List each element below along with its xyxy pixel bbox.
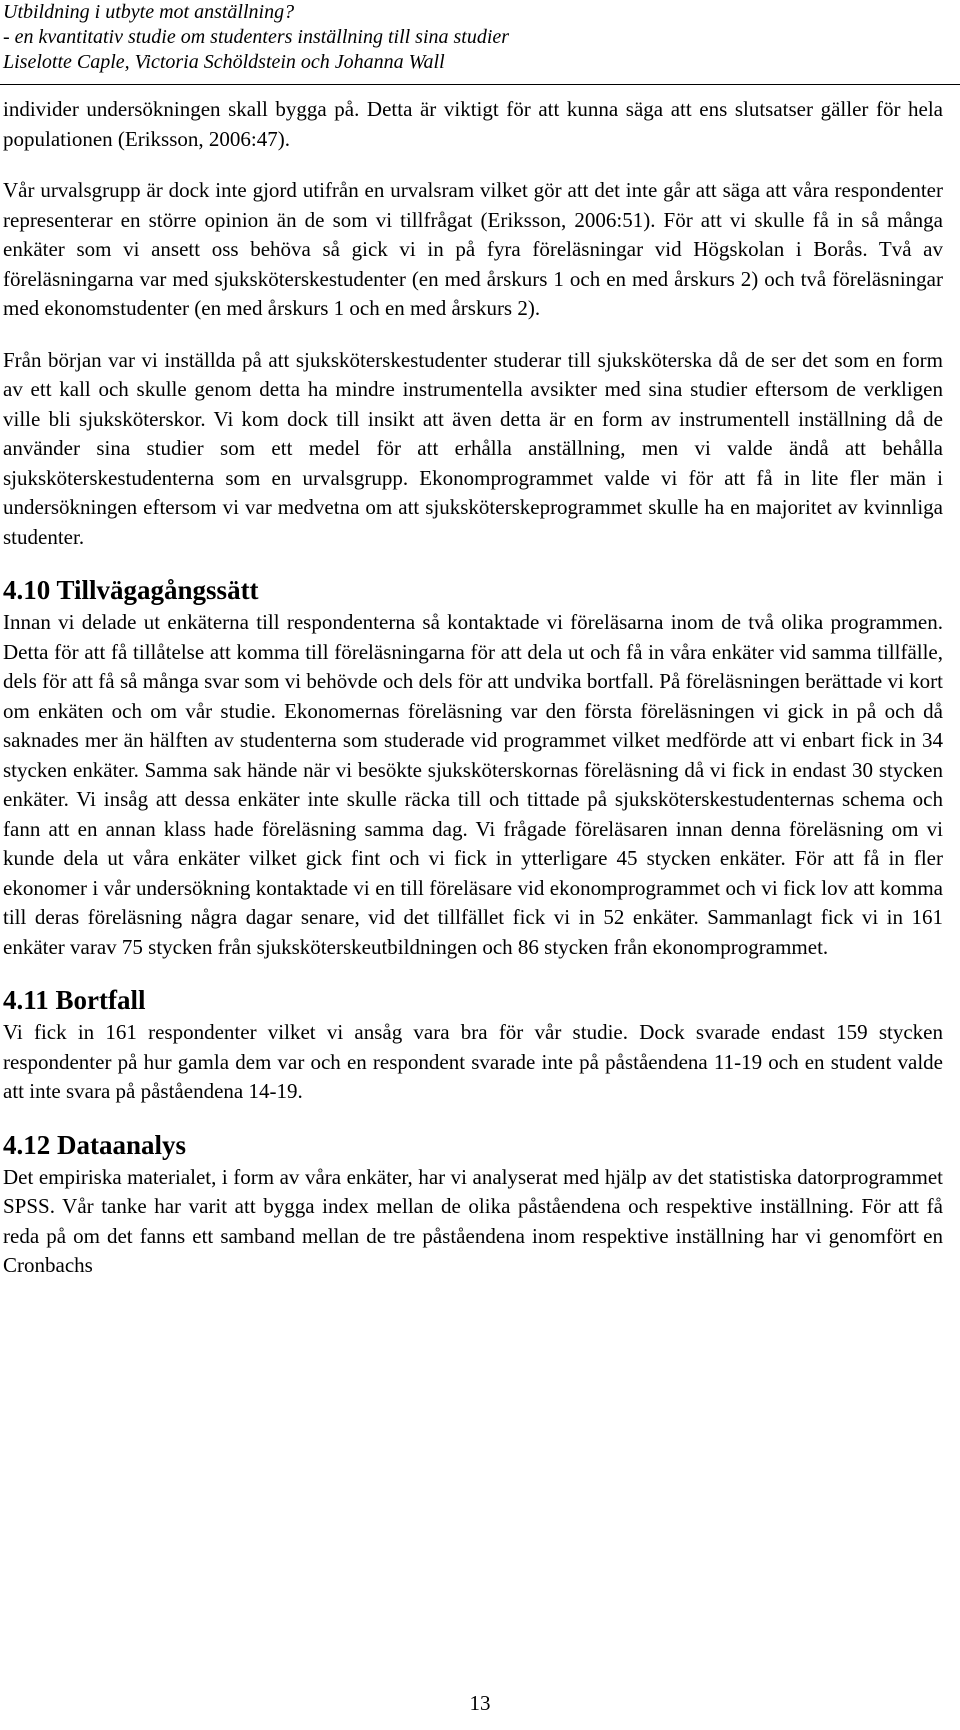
- section-heading-4-12: 4.12 Dataanalys: [3, 1129, 187, 1160]
- section-text-4-11: Vi fick in 161 respondenter vilket vi ansåg vara bra för vår studie. Dock svarade endast 159 stycken respondenter på hur gamla dem var och en respondent svarade inte på påståendena 11-19 och en student valde att inte svara på påståendena 14-19.: [3, 1020, 943, 1103]
- section-text-4-10: Innan vi delade ut enkäterna till respondenterna så kontaktade vi föreläsarna inom de två olika programmen. Detta för att få tillåtelse att komma till föreläsningarna för att dela ut och få in våra enkäter vid samma tillfälle, dels för att få så många svar som vi behövde och dels för att undvika bortfall. På föreläsningen berättade vi kort om enkäten och om vår studie. Ekonomernas föreläsning var den första föreläsningen vi gick in på och då saknades mer än hälften av studenterna som studerade vid programmet vilket medförde att vi enbart fick in 34 stycken enkäter. Samma sak hände när vi besökte sjuksköterskornas föreläsning då vi fick in endast 30 stycken enkäter. Vi insåg att dessa enkäter inte skulle räcka till och tittade på sjuksköterskestudenternas schema och fann att en annan klass hade föreläsning samma dag. Vi frågade föreläsaren innan denna föreläsning om vi kunde dela ut våra enkäter vilket gick fint och vi fick in ytterligare 45 stycken enkäter. För att få in fler ekonomer i vår undersökning kontaktade vi en till föreläsare vid ekonomprogrammet och vi fick lov att komma till deras föreläsning några dagar senare, vid det tillfället fick vi in 52 enkäter. Sammanlagt fick vi in 161 enkäter varav 75 stycken från sjuksköterskeutbildningen och 86 stycken från ekonomprogrammet.: [3, 610, 943, 959]
- paragraph-1: individer undersökningen skall bygga på. Detta är viktigt för att kunna säga att ens slutsatser gäller för hela populationen (Eriksson, 2006:47).: [3, 97, 943, 151]
- running-header: [3, 0, 943, 75]
- header-title: Utbildning i utbyte mot anställning?: [3, 1, 295, 23]
- page-number: 13: [469, 1691, 491, 1715]
- header-subtitle: - en kvantitativ studie om studenters inställning till sina studier: [3, 26, 510, 48]
- paragraph-3: Från början var vi inställda på att sjuksköterskestudenter studerar till sjuksköterska då de ser det som en form av ett kall och skulle genom detta ha mindre instrumentella avsikter med sina studier eftersom de verkligen ville bli sjuksköterskor. Vi kom dock till insikt att även detta är en form av instrumentell inställning då de använder sina studier som ett medel för att erhålla anställning, men vi valde ändå att behålla sjuksköterskestudenterna som en urvalsgrupp. Ekonomprogrammet valde vi för att få in lite fler män i undersökningen eftersom vi var medvetna om att sjuksköterskeprogrammet skulle ha en majoritet av kvinnliga studenter.: [3, 347, 943, 549]
- section-heading-4-10: 4.10 Tillvägagångssätt: [3, 575, 259, 605]
- paragraph-2: Vår urvalsgrupp är dock inte gjord utifrån en urvalsram vilket gör att det inte går att säga att våra respondenter representerar en större opinion än de som vi tillfrågat (Eriksson, 2006:51). För att vi skulle få in så många enkäter som vi ansett oss behöva så gick vi in på fyra föreläsningar vid Högskolan i Borås. Två av föreläsningarna var med sjuksköterskestudenter (en med årskurs 1 och en med årskurs 2) och två föreläsningar med ekonomstudenter (en med årskurs 1 och en med årskurs 2).: [3, 178, 943, 320]
- section-text-4-12: Det empiriska materialet, i form av våra enkäter, har vi analyserat med hjälp av det statistiska datorprogrammet SPSS. Vår tanke har varit att bygga index mellan de olika påståendena och respektive inställning. För att få reda på om det fanns ett samband mellan de tre påståendena inom respektive inställning har vi genomfört en Cronbachs: [3, 1164, 943, 1277]
- header-authors: Liselotte Caple, Victoria Schöldstein och Johanna Wall: [3, 51, 445, 73]
- page-body: [3, 95, 943, 1281]
- section-heading-4-11: 4.11 Bortfall: [3, 985, 146, 1015]
- header-divider: [0, 84, 960, 85]
